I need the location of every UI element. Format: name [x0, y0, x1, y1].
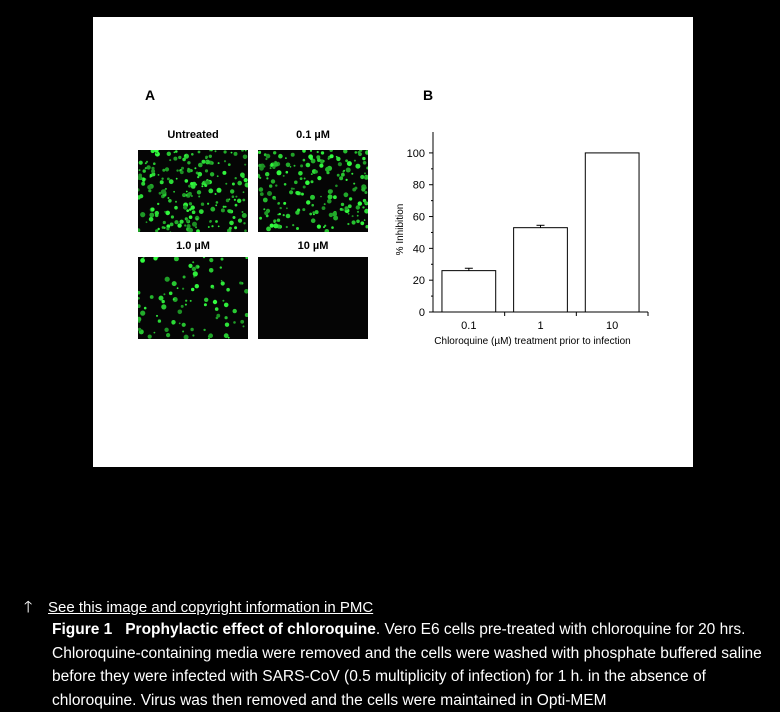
micrograph-10	[258, 257, 368, 339]
image-label-untreated: Untreated	[167, 129, 219, 141]
caption-body: . Vero E6 cells pre-treated with chloroquine for 20 hrs. Chloroquine-containing media were removed and the cells were washed with phosphate buffered saline before they were infected with SARS-CoV (0.5 multiplicity of infection) for 1 h. in the absence of chloroquine. Virus was then removed and the cells were maintained in Opti-MEM	[52, 621, 762, 709]
x-tick-label: 10	[606, 320, 619, 332]
y-tick-label: 80	[412, 179, 425, 192]
bar	[585, 153, 639, 312]
figure-title: Prophylactic effect of chloroquine	[125, 621, 376, 638]
bar	[514, 228, 568, 312]
arrow-up-icon: 🡑	[24, 599, 33, 616]
bar	[442, 271, 496, 312]
caption-text	[52, 618, 762, 712]
y-tick-label: 60	[412, 211, 425, 224]
x-axis-title: Chloroquine (µM) treatment prior to infection	[434, 336, 631, 347]
copyright-link-row	[24, 596, 373, 620]
figure-image	[93, 17, 693, 467]
micrograph-0-1	[258, 150, 368, 232]
image-label-0-1: 0.1 µM	[296, 129, 330, 141]
y-axis-title: % Inhibition	[395, 203, 406, 256]
micrograph-1-0	[138, 257, 248, 339]
panel-a-label: A	[145, 87, 156, 103]
y-tick-label: 20	[412, 275, 425, 288]
micrograph-untreated	[138, 150, 248, 232]
y-tick-label: 100	[406, 147, 425, 160]
image-label-10: 10 µM	[297, 240, 329, 252]
y-tick-label: 40	[412, 243, 425, 256]
x-tick-label: 1	[537, 320, 544, 332]
copyright-link[interactable]: See this image and copyright information in PMC	[48, 599, 374, 616]
figure-number: Figure 1	[52, 621, 113, 638]
inhibition-bar-chart	[393, 127, 653, 357]
y-tick-label: 0	[418, 307, 425, 319]
image-label-1-0: 1.0 µM	[176, 240, 210, 252]
x-tick-label: 0.1	[461, 320, 477, 332]
panel-b-label: B	[423, 87, 434, 103]
